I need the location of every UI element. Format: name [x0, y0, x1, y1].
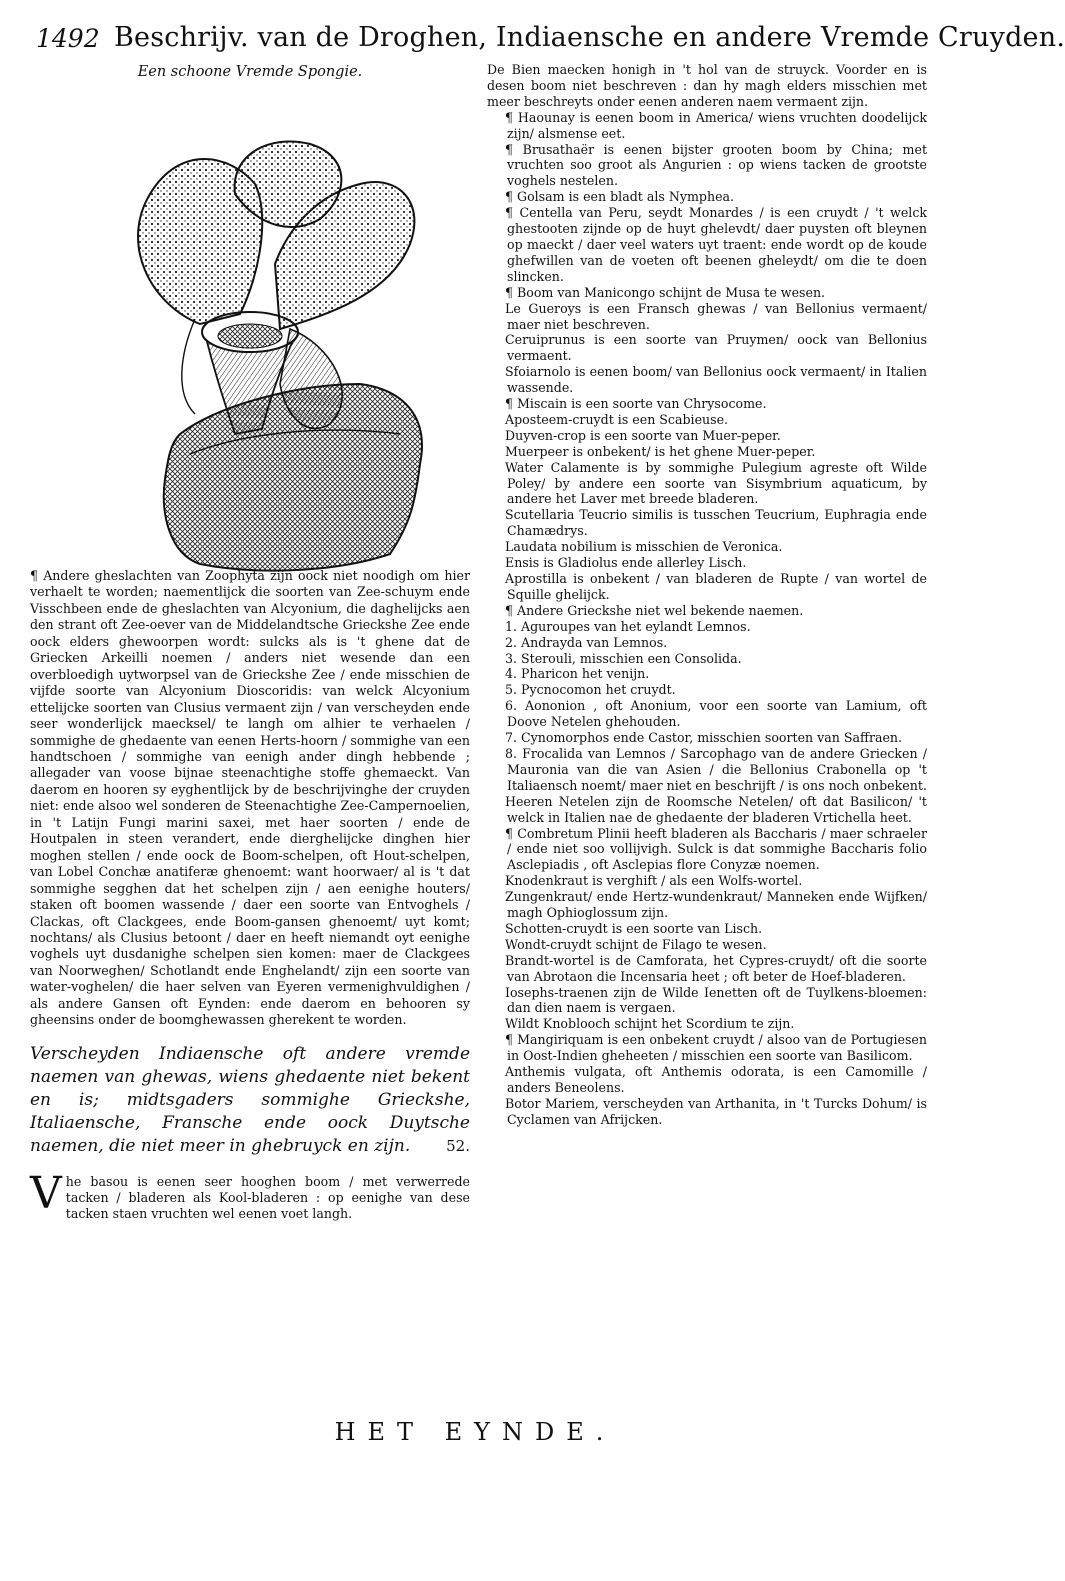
entry-aononion: 6. Aononion , oft Anonium, voor een soorte van Lamium, oft Doove Netelen ghehouden.	[505, 698, 927, 730]
entry-pycnocomon: 5. Pycnocomon het cruydt.	[505, 682, 676, 698]
chapter-number: 52.	[446, 1136, 470, 1155]
entry-brusathaer: ¶ Brusathaër is eenen bijster grooten boom by China; met vruchten soo groot als Angurien : op wiens tacken de grootste voghels nestelen.	[505, 141, 927, 189]
entry-sterouli: 3. Sterouli, misschien een Consolida.	[505, 650, 742, 666]
entry-anthemis: Anthemis vulgata, oft Anthemis odorata, is een Camomille / anders Beneolens.	[505, 1064, 927, 1095]
entry-aprostilla: Aprostilla is onbekent / van bladeren de Rupte / van wortel de Squille ghelijck.	[505, 571, 927, 602]
left-column-top	[30, 62, 470, 580]
entry-cynomorphos: 7. Cynomorphos ende Castor, misschien soorten van Saffraen.	[505, 730, 903, 746]
entry-knodenkraut: Knodenkraut is verghift / als een Wolfs-wortel.	[505, 873, 803, 889]
sponge-illustration	[30, 84, 470, 580]
entry-combretum: ¶ Combretum Plinii heeft bladeren als Baccharis / maer schraeler / ende niet soo vollijvigh. Sulck is dat sommighe Baccharis folio Asclepiadis , oft Asclepias flore Conyzæ noemen.	[505, 825, 927, 873]
left-column-text	[30, 568, 470, 1222]
entry-greek-names-heading: ¶ Andere Grieckshe niet wel bekende naemen.	[505, 602, 804, 618]
figure-caption: Een schoone Vremde Spongie.	[137, 64, 363, 80]
entry-heeren-netelen: Heeren Netelen zijn de Roomsche Netelen/ oft dat Basilicon/ 't welck in Italien nae de ghedaente der bladeren Vrtichella heet.	[505, 793, 927, 825]
entry-wondt-cruydt: Wondt-cruydt schijnt de Filago te wesen.	[505, 936, 767, 952]
entry-manicongo: ¶ Boom van Manicongo schijnt de Musa te wesen.	[505, 284, 826, 300]
vhebasou-text: he basou is eenen seer hooghen boom / met verwerrede tacken / bladeren als Kool-bladeren : op eenighe van dese tacken staen vruchten wel eenen voet langh.	[65, 1173, 470, 1221]
entry-golsam: ¶ Golsam is een bladt als Nymphea.	[505, 189, 735, 205]
entry-frocalida: 8. Frocalida van Lemnos / Sarcophago van de andere Griecken / Mauronia van die van Asien / die Bellonius Crabonella op 't Italiaensch noemt/ maer niet en beschrijft / is ons noch onbekent.	[505, 745, 927, 793]
entry-miscain: ¶ Miscain is een soorte van Chrysocome.	[505, 396, 767, 412]
entry-scutellaria: Scutellaria Teucrio similis is tusschen Teucrium, Euphragia ende Chamædrys.	[505, 507, 927, 539]
right-column	[487, 62, 927, 1128]
entry-pharicon: 4. Pharicon het venijn.	[505, 666, 650, 682]
entry-wildt-knoblooch: Wildt Knoblooch schijnt het Scordium te zijn.	[505, 1016, 795, 1032]
entry-andrayda: 2. Andrayda van Lemnos.	[505, 634, 668, 650]
entry-ensis: Ensis is Gladiolus ende allerley Lisch.	[505, 555, 747, 571]
page-header	[36, 18, 1065, 58]
chapter-heading-text: Verscheyden Indiaensche oft andere vremde naemen van ghewas, wiens ghedaente niet bekent en is; midtsgaders sommighe Grieckshe, Italiaensche, Fransche ende oock Duytsche naemen, die niet meer in ghebruyck en zijn.	[30, 1043, 470, 1156]
running-head: Beschrijv. van de Droghen, Indiaensche en andere Vremde Cruyden.	[114, 22, 1065, 53]
entry-iosephs-traenen: Iosephs-traenen zijn de Wilde Ienetten oft de Tuylkens-bloemen: dan dien naem is vergaen.	[505, 984, 927, 1016]
entry-aposteem: Aposteem-cruydt is een Scabieuse.	[505, 411, 729, 427]
entry-zungenkraut: Zungenkraut/ ende Hertz-wundenkraut/ Manneken ende Wijfken/ magh Ophioglossum zijn.	[505, 889, 927, 921]
entry-brandt-wortel: Brandt-wortel is de Camforata, het Cypres-cruydt/ oft die soorte van Abrotaon die Incensaria heet ; oft beter de Hoef-bladeren.	[505, 952, 927, 984]
entry-schotten-cruydt: Schotten-cruydt is een soorte van Lisch.	[505, 920, 763, 936]
entry-gueroys: Le Gueroys is een Fransch ghewas / van Bellonius vermaent/ maer niet beschreven.	[505, 300, 927, 332]
entry-duyven-crop: Duyven-crop is een soorte van Muer-peper.	[505, 427, 781, 443]
zoophyta-paragraph: ¶ Andere gheslachten van Zoophyta zijn oock niet noodigh om hier verhaelt te worden; naementlijck die soorten van Zee-schuym ende Visschbeen ende de gheslachten van Alcyonium, die daghelijcks aen den strant oft Zee-oever van de Middelandtsche Grieckshe Zee ende oock elders ghewoorpen wordt: sulcks als is 't ghene dat de Griecken Arkeilli noemen / anders niet wesende dan een overbloedigh uytworpsel van de Grieckshe Zee / ende misschien de vijfde soorte van Alcyonium Dioscoridis: van welck Alcyonium ettelijcke soorten van Clusius vermaent zijn / van verscheyden ende seer wonderlijck maecksel/ te langh om alhier te verhaelen / sommighe de ghedaente van eenen Herts-hoorn / sommighe van een handtschoen / sommighe van eenigh ander dingh hebbende ; allegader van voose bijnae steenachtighe stoffe ghemaeckt. Van daerom en hooren sy eyghentlijck by de beschrijvinghe der cruyden niet: ende alsoo wel sonderen de Steenachtighe Zee-Campernoelien, in 't Latijn Fungi marini saxei, met haer soorten / ende de Houtpalen in steen verandert, ende dierghelijcke dinghen hier moghen stellen / ende oock de Boom-schelpen, oft Hout-schelpen, van Lobel Conchæ anatiferæ ghenoemt: want hoorwaer/ al is 't dat sommighe segghen dat het schelpen zijn / aen eenighe houters/ staken oft boomen wassende / daer een soorte van Entvoghels / Clackas, oft Clackgees, ende Boom-gansen ghenoemt/ uyt komt; nochtans/ als Clusius betoont / daer en heeft niemandt oyt eenighe voghels uyt dusdanighe schelpen sien komen: maer de Clackgees van Noorweghen/ Schotlandt ende Enghelandt/ zijn een soorte van water-voghelen/ die haer selven van Eyeren vermenighvuldighen / als andere Gansen oft Eynden: ende daerom en behooren sy gheensins onder de boomghewassen gherekent te worden.	[30, 568, 470, 1028]
entry-ceruiprunus: Ceruiprunus is een soorte van Pruymen/ oock van Bellonius vermaent.	[505, 332, 927, 364]
sponge-engraving	[30, 84, 470, 580]
entry-laudata: Laudata nobilium is misschien de Veronica.	[505, 539, 783, 555]
entry-muerpeer: Muerpeer is onbekent/ is het ghene Muer-peper.	[505, 443, 816, 459]
entry-haounay: ¶ Haounay is eenen boom in America/ wiens vruchten doodelijck zijn/ alsmense eet.	[505, 109, 927, 141]
het-eynde: HET EYNDE.	[334, 1418, 616, 1446]
entry-bien: De Bien maecken honigh in 't hol van de struyck. Voorder en is desen boom niet beschreven : dan hy magh elders misschien met meer beschreyts onder eenen anderen naem vermaent zijn.	[487, 62, 927, 109]
entry-centella: ¶ Centella van Peru, seydt Monardes / is een cruydt / 't welck ghestooten zijnde op de huyt ghelevdt/ daer puysten oft bleynen op maeckt / daer veel waters uyt traent: ende wordt op de koude ghefwillen van de voeten oft beenen gheleydt/ om die te doen slincken.	[505, 205, 927, 284]
entry-water-calamente: Water Calamente is by sommighe Pulegium agreste oft Wilde Poley/ by andere een soorte van Sisymbrium aquaticum, by andere het Laver met breede bladeren.	[505, 459, 927, 507]
entry-aguroupes: 1. Aguroupes van het eylandt Lemnos.	[505, 618, 751, 634]
drop-cap: V	[30, 1167, 62, 1219]
page-number: 1492	[36, 24, 100, 53]
entry-sfoiarnolo: Sfoiarnolo is eenen boom/ van Bellonius oock vermaent/ in Italien wassende.	[505, 364, 927, 396]
vhebasou-paragraph	[30, 1167, 470, 1222]
entry-mangiriquam: ¶ Mangiriquam is een onbekent cruydt / alsoo van de Portugiesen in Oost-Indien gheheeten / misschien een soorte van Basilicom.	[505, 1032, 927, 1064]
chapter-heading	[30, 1043, 470, 1158]
entry-botor-mariem: Botor Mariem, verscheyden van Arthanita, in 't Turcks Dohum/ is Cyclamen van Afrijcken.	[505, 1095, 927, 1127]
